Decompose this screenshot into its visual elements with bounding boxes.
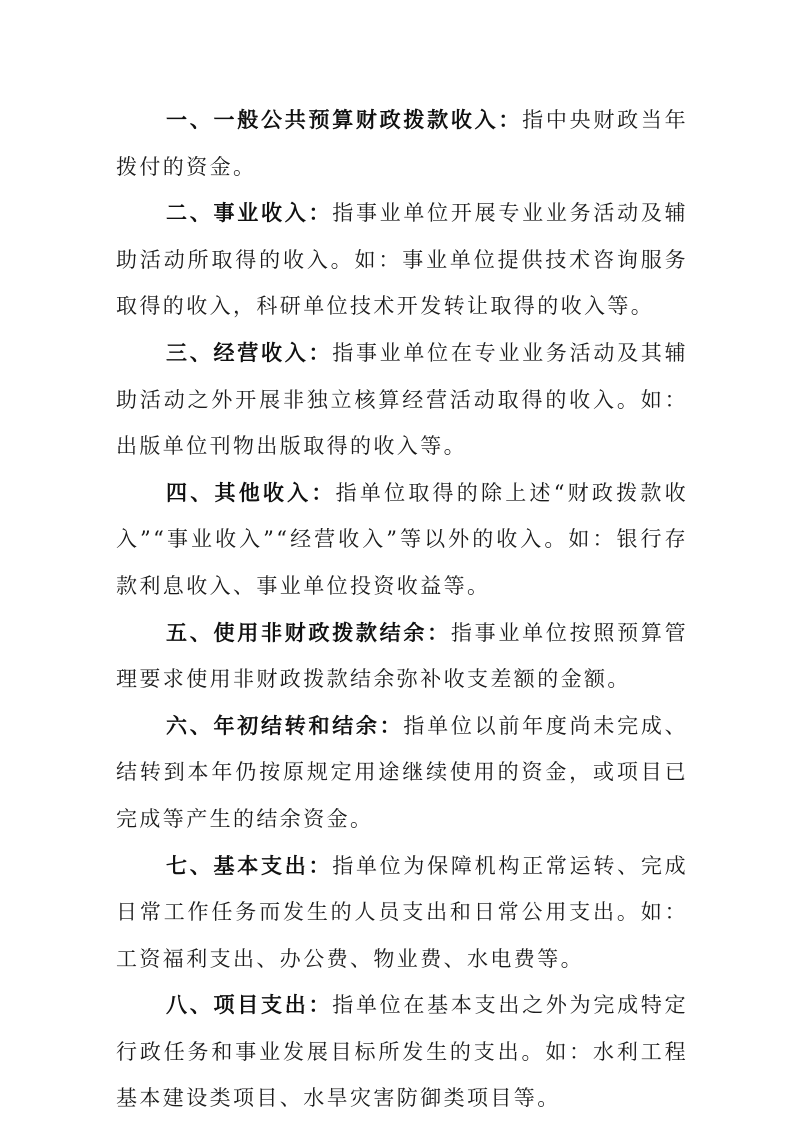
term-label: 六、年初结转和结余： [166, 713, 404, 738]
term-definition: 指事业单位在专业业务活动及其辅助活动之外开展非独立核算经营活动取得的收入。如：出版单位刊物出版取得的收入等。 [116, 340, 688, 459]
term-label: 三、经营收入： [166, 340, 333, 365]
paragraph-carryover-surplus [116, 703, 688, 843]
term-definition: 指单位为保障机构正常运转、完成日常工作任务而发生的人员支出和日常公用支出。如：工资福利支出、办公费、物业费、水电费等。 [116, 853, 688, 971]
paragraph-general-budget-income [116, 97, 688, 190]
paragraph-non-fiscal-surplus-use [116, 610, 688, 703]
term-label: 一、一般公共预算财政拨款收入： [166, 108, 523, 132]
term-definition: 指单位在基本支出之外为完成特定行政任务和事业发展目标所发生的支出。如：水利工程基本建设类项目、水旱灾害防御类项目等。 [116, 993, 688, 1111]
paragraph-basic-expenditure [116, 843, 688, 983]
term-label: 二、事业收入： [166, 201, 333, 226]
term-definition: 指中央财政当年拨付的资金。 [116, 108, 688, 179]
term-definition: 指单位以前年度尚未完成、结转到本年仍按原规定用途继续使用的资金，或项目已完成等产生的结余资金。 [116, 713, 688, 831]
term-label: 七、基本支出： [166, 853, 333, 878]
term-label: 五、使用非财政拨款结余： [166, 620, 451, 645]
term-definition: 指事业单位按照预算管理要求使用非财政拨款结余弥补收支差额的金额。 [116, 620, 688, 692]
paragraph-business-income [116, 190, 688, 330]
paragraph-operating-income [116, 330, 688, 470]
term-definition: 指单位取得的除上述“财政拨款收入”“事业收入”“经营收入”等以外的收入。如：银行存款利息收入、事业单位投资收益等。 [116, 480, 688, 598]
paragraph-project-expenditure [116, 982, 688, 1122]
document-body [116, 97, 688, 1122]
paragraph-other-income [116, 470, 688, 610]
term-definition: 指事业单位开展专业业务活动及辅助活动所取得的收入。如：事业单位提供技术咨询服务取得的收入，科研单位技术开发转让取得的收入等。 [116, 201, 688, 319]
term-label: 八、项目支出： [166, 993, 333, 1018]
term-label: 四、其他收入： [166, 480, 336, 505]
